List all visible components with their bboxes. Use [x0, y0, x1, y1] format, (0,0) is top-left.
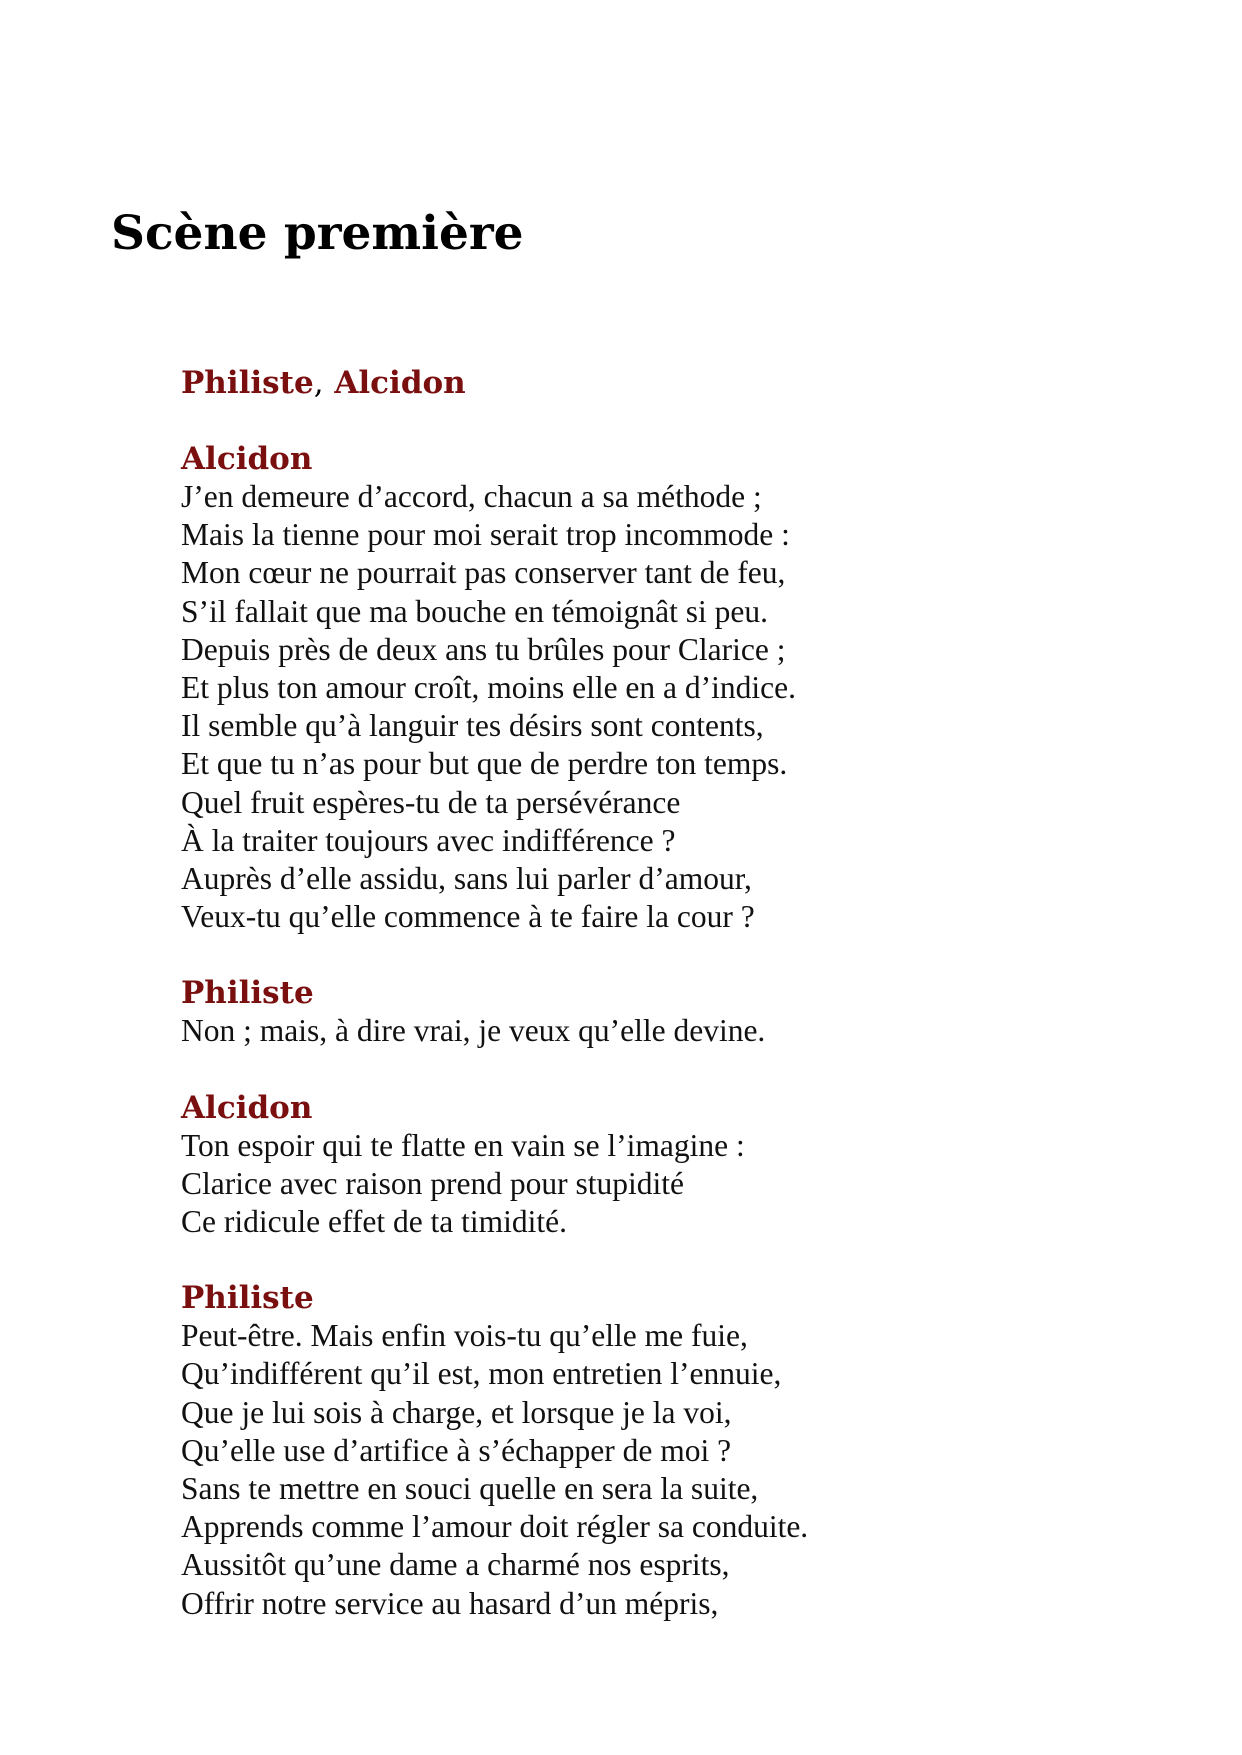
- verse-line: Ton espoir qui te flatte en vain se l’imagine :: [181, 1127, 745, 1163]
- verse-line: Sans te mettre en souci quelle en sera la suite,: [181, 1471, 759, 1507]
- verse-line: Mais la tienne pour moi serait trop incommode :: [181, 517, 790, 553]
- speech-block: [181, 1089, 1181, 1242]
- verse-line: Non ; mais, à dire vrai, je veux qu’elle devine.: [181, 1013, 766, 1049]
- verse-line: Qu’elle use d’artifice à s’échapper de moi ?: [181, 1432, 732, 1468]
- play-body: [181, 364, 1181, 1623]
- speaker-name: Philiste: [181, 975, 314, 1012]
- verse-line: Aussitôt qu’une dame a charmé nos esprits,: [181, 1547, 730, 1583]
- verse-line: Peut-être. Mais enfin vois-tu qu’elle me fuie,: [181, 1318, 748, 1354]
- verse-line: Quel fruit espères-tu de ta persévérance: [181, 784, 681, 820]
- character-alcidon: Alcidon: [334, 365, 466, 401]
- verse-line: Offrir notre service au hasard d’un mépris,: [181, 1585, 719, 1621]
- character-separator: ,: [313, 365, 324, 401]
- verse-line: Auprès d’elle assidu, sans lui parler d’amour,: [181, 861, 752, 897]
- verse-line: S’il fallait que ma bouche en témoignât si peu.: [181, 593, 768, 629]
- verse-line: Qu’indifférent qu’il est, mon entretien l’ennuie,: [181, 1356, 782, 1392]
- verse-line: Clarice avec raison prend pour stupidité: [181, 1165, 684, 1201]
- speech-block: [181, 440, 1181, 936]
- verse-line: Ce ridicule effet de ta timidité.: [181, 1204, 568, 1240]
- verse-line: Depuis près de deux ans tu brûles pour Clarice ;: [181, 631, 786, 667]
- verse-line: Mon cœur ne pourrait pas conserver tant de feu,: [181, 555, 786, 591]
- speech-block: [181, 974, 1181, 1050]
- verse-line: Et plus ton amour croît, moins elle en a d’indice.: [181, 670, 796, 706]
- characters-list: [181, 364, 1181, 402]
- verse-line: Et que tu n’as pour but que de perdre ton temps.: [181, 746, 788, 782]
- verse-line: Veux-tu qu’elle commence à te faire la cour ?: [181, 899, 755, 935]
- speaker-name: Philiste: [181, 1280, 314, 1317]
- speech-block: [181, 1279, 1181, 1623]
- speaker-name: Alcidon: [181, 441, 313, 477]
- verse-line: Apprends comme l’amour doit régler sa conduite.: [181, 1509, 809, 1545]
- verse-line: Il semble qu’à languir tes désirs sont contents,: [181, 708, 764, 744]
- verse-line: Que je lui sois à charge, et lorsque je la voi,: [181, 1394, 732, 1430]
- verse-line: À la traiter toujours avec indifférence ?: [181, 822, 676, 858]
- speaker-name: Alcidon: [181, 1089, 313, 1126]
- scene-title: Scène première: [111, 206, 524, 261]
- verse-line: J’en demeure d’accord, chacun a sa méthode ;: [181, 479, 762, 514]
- character-philiste: Philiste: [181, 365, 314, 401]
